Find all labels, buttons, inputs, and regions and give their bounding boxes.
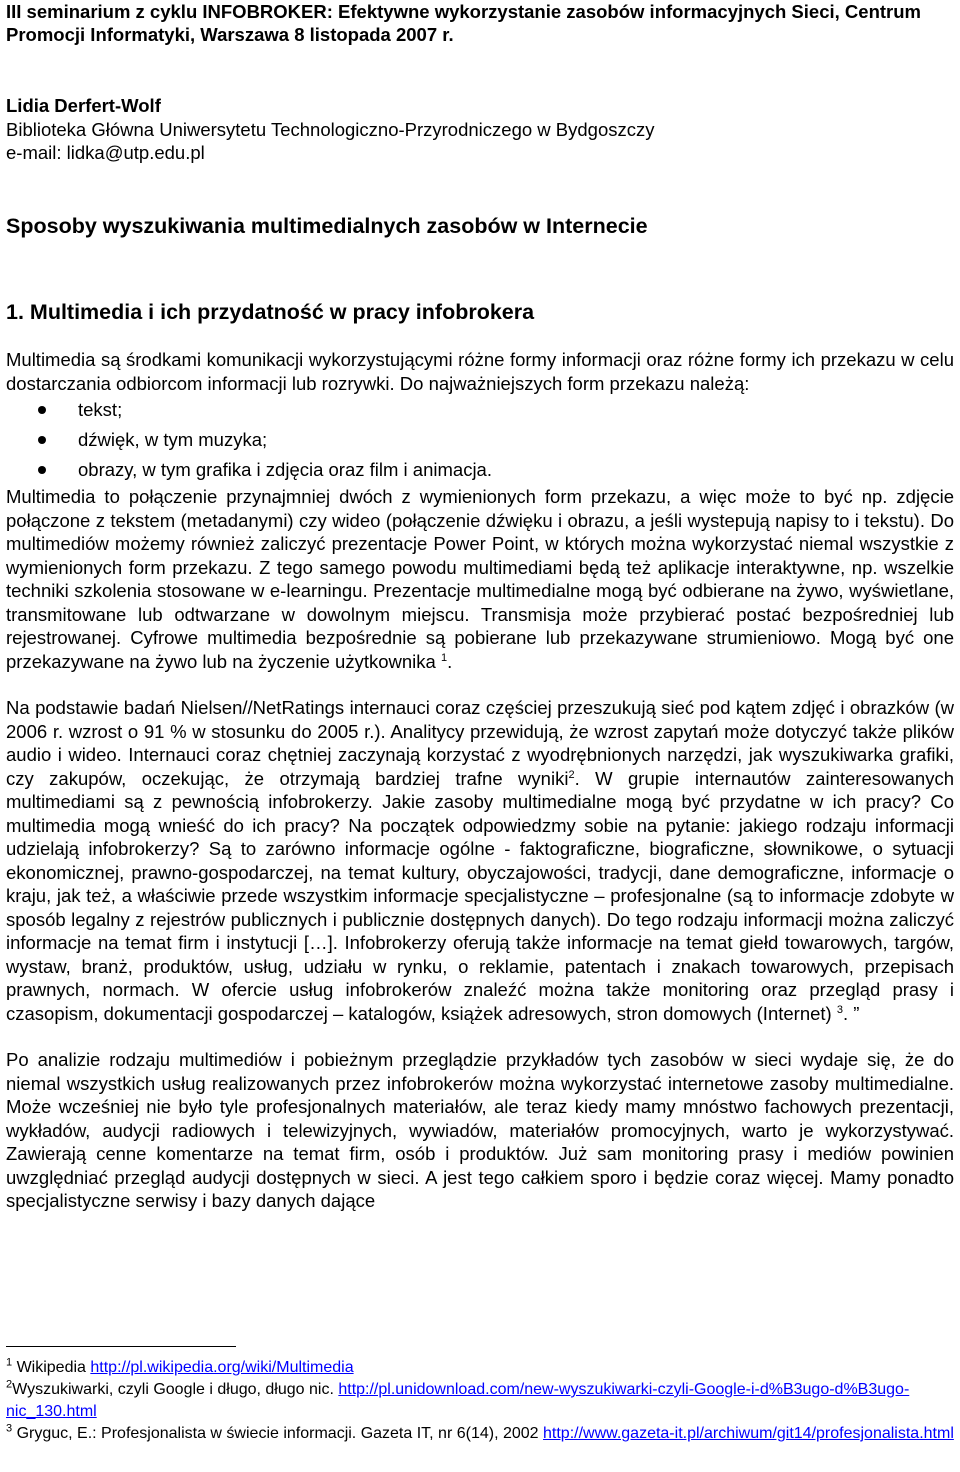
- footnote-ref-1[interactable]: 1: [440, 651, 448, 664]
- footnote-link-3[interactable]: http://www.gazeta-it.pl/archiwum/git14/profesjonalista.html: [543, 1425, 954, 1442]
- footnote-ref-2[interactable]: 2: [568, 768, 575, 781]
- list-item: obrazy, w tym grafika i zdjęcia oraz film i animacja.: [6, 455, 954, 485]
- footnote-divider: [6, 1346, 236, 1347]
- forms-list: [6, 395, 954, 485]
- author-block: [6, 94, 954, 165]
- paragraph-nielsen: Na podstawie badań Nielsen//NetRatings internauci coraz częściej przeszukują sieć pod kątem zdjęć i obrazków (w 2006 r. wzrost o 91 % w stosunku do 2005 r.). Analitycy przewidują, że wzrost zapytań może dotyczyć także plików audio i wideo. Internauci coraz chętniej zaczynają korzystać z wyodrębnionych narzędzi, jak wyszukiwarka grafiki, czy zakupów, oczekując, że otrzymają bardziej trafne wyniki$^2$. W grupie internautów zainteresowanych multimediami są z pewnością infobrokerzy. Jakie zasoby multimedialne mogą być przydatne w ich pracy? Co multimedia mogą wnieść do ich pracy? Na początek odpowiedzmy sobie na pytanie: jakiego rodzaju informacji udzielają infobrokerzy? Są to zarówno informacje ogólne - faktograficzne, biograficzne, słownikowe, o sytuacji ekonomicznej, prawno-gospodarczej, na temat kultury, obyczajowości, tradycji, dane demograficzne, informacje o kraju, jak też, a właściwie przede wszystkim informacje specjalistyczne – profesjonalne (są to informacje zdobyte w sposób legalny z rejestrów publicznych i publicznie dostępnych danych). Do tego rodzaju informacji można zaliczyć informacje na temat firm i instytucji […]. Infobrokerzy oferują także informacje na temat giełd towarowych, targów, wystaw, branż, produktów, usług, udziału w rynku, o reklamie, patentach i znakach towarowych, przepisach prawnych, normach. W ofercie usług infobrokerów znaleźć można także monitoring oraz przegląd prasy i czasopism, dokumentacji gospodarczej – katalogów, książek adresowych, stron domowych (Internet) $^3$. ”: [6, 697, 954, 1024]
- paragraph-multimedia: Multimedia to połączenie przynajmniej dwóch z wymienionych form przekazu, a więc może to być np. zdjęcie połączone z tekstem (metadanymi) czy wideo (połączenie dźwięku i obrazu, a jeśli wystepują napisy to i tekstu). Do multimediów możemy również zaliczyć prezentacje Power Point, w których można wykorzystać niemal wszystkie z wymienionych form przekazu. Z tego samego powodu multimediami będą też aplikacje interaktywne, np. wszelkie techniki szkolenia stosowane w e-learningu. Prezentacje multimedialne mogą być odbierane na żywo, wyświetlane, transmitowane lub odtwarzane w dowolnym miejscu. Transmisja może przybierać postać bezpośredniej lub rejestrowanej. Cyfrowe multimedia bezpośrednie są pobierane lub przekazywane strumieniowo. Mogą być one przekazywane na żywo lub na życzenie użytkownika $^1$.: [6, 486, 954, 672]
- seminar-header: [6, 0, 954, 46]
- seminar-header-line-2: Promocji Informatyki, Warszawa 8 listopada 2007 r.: [6, 24, 454, 45]
- document-body: [6, 348, 954, 1213]
- seminar-header-line-1: III seminarium z cyklu INFOBROKER: Efektywne wykorzystanie zasobów informacyjnych Sieci, Centrum: [6, 1, 921, 22]
- paragraph-analysis: Po analizie rodzaju multimediów i pobieżnym przeglądzie przykładów tych zasobów w sieci wydaje się, że do niemal wszystkich usług realizowanych przez infobrokerów można wykorzystać internetowe zasoby multimedialne. Może wcześniej nie było tyle profesjonalnych materiałów, ale teraz kiedy mamy mnóstwo fachowych prezentacji, wykładów, audycji radiowych i telewizyjnych, wywiadów, materiałów promocyjnych, warto je wykorzystywać. Zawierają cenne komentarze na temat firm, osób i produktów. Już sam monitoring prasy i mediów powinien uwzględniać przegląd audycji dostępnych w sieci. A jest tego całkiem sporo i będzie coraz więcej. Mamy ponadto specjalistyczne serwisy i bazy danych dające: [6, 1049, 954, 1211]
- footnote-3: $^3$ Gryguc, E.: Profesjonalista w świecie informacji. Gazeta IT, nr 6(14), 2002 http://www.gazeta-it.pl/archiwum/git14/profesjonalista.html: [6, 1422, 954, 1442]
- author-name: Lidia Derfert-Wolf: [6, 95, 161, 116]
- bullet-icon: [38, 406, 46, 414]
- footnote-ref-3[interactable]: 3: [836, 1003, 843, 1016]
- author-email: e-mail: lidka@utp.edu.pl: [6, 142, 205, 163]
- bullet-icon: [38, 436, 46, 444]
- footnote-1: $^1$ Wikipedia http://pl.wikipedia.org/wiki/Multimedia: [6, 1356, 354, 1376]
- footnotes: [6, 1357, 954, 1445]
- footnote-2: $^2$Wyszukiwarki, czyli Google i długo, długo nic. http://pl.unidownload.com/new-wyszukiwarki-czyli-Google-i-d%B3ugo-d%B3ugo-nic_130.html: [6, 1378, 910, 1420]
- section-heading: 1. Multimedia i ich przydatność w pracy infobrokera: [6, 300, 535, 324]
- footnote-link-2[interactable]: http://pl.unidownload.com/new-wyszukiwarki-czyli-Google-i-d%B3ugo-d%B3ugo-nic_130.html: [6, 1381, 910, 1420]
- author-affiliation: Biblioteka Główna Uniwersytetu Technologiczno-Przyrodniczego w Bydgoszczy: [6, 118, 655, 140]
- footnote-link-1[interactable]: http://pl.wikipedia.org/wiki/Multimedia: [90, 1359, 354, 1376]
- list-item: dźwięk, w tym muzyka;: [6, 425, 954, 455]
- bullet-icon: [38, 466, 46, 474]
- document-title: Sposoby wyszukiwania multimedialnych zasobów w Internecie: [6, 214, 648, 238]
- intro-paragraph: Multimedia są środkami komunikacji wykorzystującymi różne formy informacji oraz różne formy ich przekazu w celu dostarczania odbiorcom informacji lub rozrywki. Do najważniejszych form przekazu należą:: [6, 349, 954, 394]
- list-item: tekst;: [6, 395, 954, 425]
